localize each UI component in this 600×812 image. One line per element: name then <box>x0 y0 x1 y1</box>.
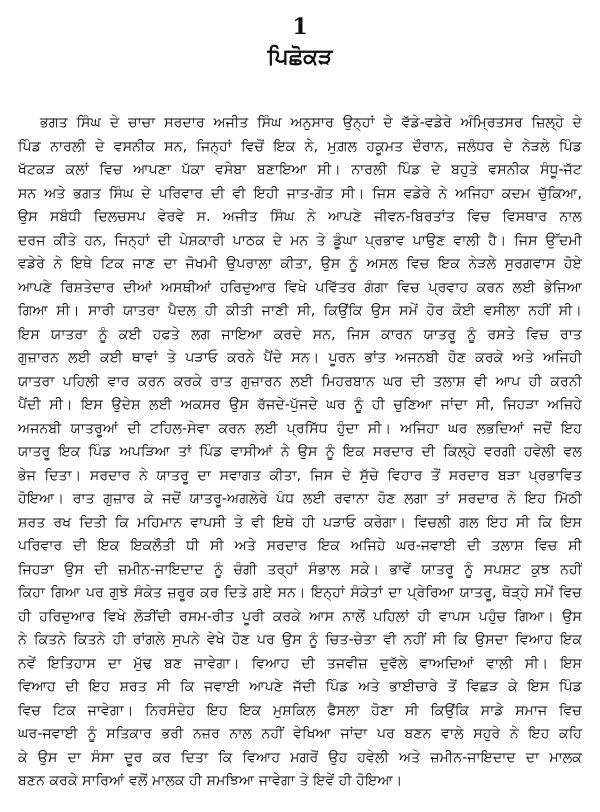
body-line: ਖੱਟਕੜ ਕਲਾਂ ਵਿਚ ਆਪਣਾ ਪੱਕਾ ਵਸੇਬਾ ਬਣਾਇਆ ਸੀ। ਨਾਰਲੀ ਪਿੰਡ ਦੇ ਬਹੁਤੇ ਵਸਨੀਕ ਸੰਧੂ-ਜੱਟ <box>18 162 582 178</box>
chapter-title: ਪਿਛੋਕੜ <box>267 45 333 70</box>
body-line: ਭਗਤ ਸਿੰਘ ਦੇ ਚਾਚਾ ਸਰਦਾਰ ਅਜੀਤ ਸਿੰਘ ਅਨੁਸਾਰ ਉਨ੍ਹਾਂ ਦੇ ਵੱਡੇ-ਵਡੇਰੇ ਅੰਮ੍ਰਿਤਸਰ ਜ਼ਿਲ੍ਹੇ ਦੇ <box>40 115 582 131</box>
body-line: ਪਰਿਵਾਰ ਦੀ ਇਕ ਇਕਲੌਤੀ ਧੀ ਸੀ ਅਤੇ ਸਰਦਾਰ ਇਕ ਅਜਿਹੇ ਘਰ-ਜਵਾਈ ਦੀ ਤਲਾਸ਼ ਵਿਚ ਸੀ <box>18 538 582 554</box>
body-line: ਉਸ ਸਬੰਧੀ ਦਿਲਚਸਪ ਵੇਰਵੇ ਸ. ਅਜੀਤ ਸਿੰਘ ਨੇ ਆਪਣੇ ਜੀਵਨ-ਬਿਰਤਾਂਤ ਵਿਚ ਵਿਸਥਾਰ ਨਾਲ <box>18 209 582 225</box>
body-line: ਯਾਤਰਾ ਪਹਿਲੀ ਵਾਰ ਕਰਨ ਕਰਕੇ ਰਾਤ ਗੁਜ਼ਾਰਨ ਲਈ ਮਿਹਰਬਾਨ ਘਰ ਦੀ ਤਲਾਸ਼ ਵੀ ਆਪ ਹੀ ਕਰਨੀ <box>18 373 582 390</box>
body-line: ਸਨ ਅਤੇ ਭਗਤ ਸਿੰਘ ਦੇ ਪਰਿਵਾਰ ਦੀ ਵੀ ਇਹੀ ਜਾਤ-ਗੋਤ ਸੀ। ਜਿਸ ਵਡੇਰੇ ਨੇ ਅਜਿਹਾ ਕਦਮ ਚੁੱਕਿਆ, <box>18 185 582 202</box>
body-line: ਪੈਂਦੀ ਸੀ। ਇਸ ਉਦੇਸ਼ ਲਈ ਅਕਸਰ ਉਸ ਰੱਜਦੇ-ਪੁੱਜਦੇ ਘਰ ਨੂੰ ਹੀ ਚੁਣਿਆ ਜਾਂਦਾ ਸੀ, ਜਿਹੜਾ ਅਜਿਹੇ <box>18 397 582 413</box>
body-line: ਸ਼ਰਤ ਰਖ ਦਿਤੀ ਕਿ ਮਹਿਮਾਨ ਵਾਪਸੀ ਤੇ ਵੀ ਇਥੇ ਹੀ ਪੜਾਓ ਕਰੇਗਾ। ਵਿਚਲੀ ਗਲ ਇਹ ਸੀ ਕਿ ਇਸ <box>18 514 582 531</box>
body-line: ਆਪਣੇ ਰਿਸ਼ਤੇਦਾਰ ਦੀਆਂ ਅਸਥੀਆਂ ਹਰਿਦੁਆਰ ਵਿਖੇ ਪਵਿੱਤਰ ਗੰਗਾ ਵਿਚ ਪ੍ਰਵਾਹ ਕਰਨ ਲਈ ਭੇਜਿਆ <box>18 279 582 296</box>
body-line: ਗਿਆ ਸੀ। ਸਾਰੀ ਯਾਤਰਾ ਪੈਦਲ ਹੀ ਕੀਤੀ ਜਾਣੀ ਸੀ, ਕਿਉਂਕਿ ਉਸ ਸਮੇਂ ਹੋਰ ਕੋਈ ਵਸੀਲਾ ਨਹੀਂ ਸੀ। <box>18 303 582 319</box>
body-line: ਕਿਹਾ ਗਿਆ ਪਰ ਗੁਝੇ ਸੰਕੇਤ ਜ਼ਰੂਰ ਕਰ ਦਿਤੇ ਗਏ ਸਨ। ਇਨ੍ਹਾਂ ਸੰਕੇਤਾਂ ਦਾ ਪ੍ਰੇਰਿਆ ਯਾਤਰੂ, ਥੋੜ੍ਹੇ ਸਮੇਂ ਵਿਚ <box>18 585 582 601</box>
body-line: ਵਡੇਰੇ ਨੇ ਇਥੇ ਟਿਕ ਜਾਣ ਦਾ ਜੋਖਮੀ ਉਪਰਾਲਾ ਕੀਤਾ, ਉਸ ਨੂੰ ਅਸਲ ਵਿਚ ਇਕ ਨੇੜਲੇ ਸੁਰਗਵਾਸ ਹੋਏ <box>18 256 582 272</box>
body-line: ਜਿਹੜਾ ਉਸ ਦੀ ਜ਼ਮੀਨ-ਜਾਇਦਾਦ ਨੂੰ ਚੰਗੀ ਤਰ੍ਹਾਂ ਸੰਭਾਲ ਸਕੇ। ਭਾਵੇਂ ਯਾਤਰੂ ਨੂੰ ਸਪਸ਼ਟ ਕੁਝ ਨਹੀਂ <box>18 561 582 578</box>
body-line: ਇਸ ਯਾਤਰਾ ਨੂੰ ਕਈ ਹਫਤੇ ਲਗ ਜਾਇਆ ਕਰਦੇ ਸਨ, ਜਿਸ ਕਾਰਨ ਯਾਤਰੂ ਨੂੰ ਰਸਤੇ ਵਿਚ ਰਾਤ <box>18 326 582 343</box>
body-line: ਗੁਜ਼ਾਰਨ ਲਈ ਕਈ ਥਾਵਾਂ ਤੇ ਪੜਾਓ ਕਰਨੇ ਪੈਂਦੇ ਸਨ। ਪੂਰਨ ਭਾਂਤ ਅਜਨਬੀ ਹੋਣ ਕਰਕੇ ਅਤੇ ਅਜਿਹੀ <box>18 350 582 366</box>
body-line: ਨੇ ਕਿਤਨੇ ਕਿਤਨੇ ਹੀ ਰਾਂਗਲੇ ਸੁਪਨੇ ਵੇਖੇ ਹੋਣ ਪਰ ਉਸ ਨੂੰ ਚਿਤ-ਚੇਤਾ ਵੀ ਨਹੀਂ ਸੀ ਕਿ ਉਸਦਾ ਵਿਆਹ ਇਕ <box>18 632 582 648</box>
body-line: ਦਰਜ ਕੀਤੇ ਹਨ, ਜਿਨ੍ਹਾਂ ਦੀ ਪੇਸ਼ਕਾਰੀ ਪਾਠਕ ਦੇ ਮਨ ਤੇ ਡੂੰਘਾ ਪ੍ਰਭਾਵ ਪਾਉਣ ਵਾਲੀ ਹੈ। ਜਿਸ ਉੱਦਮੀ <box>18 232 582 249</box>
body-line: ਅਜਨਬੀ ਯਾਤਰੂਆਂ ਦੀ ਟਹਿਲ-ਸੇਵਾ ਕਰਨ ਲਈ ਪ੍ਰਸਿੱਧ ਹੁੰਦਾ ਸੀ। ਅਜਿਹਾ ਘਰ ਲਭਦਿਆਂ ਜਦੋਂ ਇਹ <box>18 420 582 437</box>
body-line: ਯਾਤਰੂ ਇਕ ਪਿੰਡ ਅਪੜਿਆ ਤਾਂ ਪਿੰਡ ਵਾਸੀਆਂ ਨੇ ਉਸ ਨੂੰ ਇਕ ਸਰਦਾਰ ਦੀ ਕਿਲ੍ਹੇ ਵਰਗੀ ਹਵੇਲੀ ਵਲ <box>18 444 582 460</box>
chapter-number: 1 <box>292 14 308 40</box>
body-line: ਵਿਆਹ ਦੀ ਇਹ ਸ਼ਰਤ ਸੀ ਕਿ ਜਵਾਈ ਆਪਣੇ ਜੱਦੀ ਪਿੰਡ ਅਤੇ ਭਾਈਚਾਰੇ ਤੋਂ ਵਿਛੜ ਕੇ ਇਸ ਪਿੰਡ <box>18 679 582 695</box>
body-line: ਕੇ ਉਸ ਦਾ ਸੰਸਾ ਦੂਰ ਕਰ ਦਿਤਾ ਕਿ ਵਿਆਹ ਮਗਰੋਂ ਉਹ ਹਵੇਲੀ ਅਤੇ ਜ਼ਮੀਨ-ਜਾਇਦਾਦ ਦਾ ਮਾਲਕ <box>18 749 582 766</box>
body-line: ਨਵੇਂ ਇਤਿਹਾਸ ਦਾ ਮੁੱਢ ਬਣ ਜਾਵੇਗਾ। ਵਿਆਹ ਦੀ ਤਜਵੀਜ਼ ਦੁਵੱਲੇ ਵਾਅਦਿਆਂ ਵਾਲੀ ਸੀ। ਇਸ <box>18 655 582 672</box>
body-line: ਭੇਜ ਦਿਤਾ। ਸਰਦਾਰ ਨੇ ਯਾਤਰੂ ਦਾ ਸਵਾਗਤ ਕੀਤਾ, ਜਿਸ ਦੇ ਸੁੱਚੇ ਵਿਹਾਰ ਤੋਂ ਸਰਦਾਰ ਬੜਾ ਪ੍ਰਭਾਵਿਤ <box>18 467 582 484</box>
body-line: ਪਿੰਡ ਨਾਰਲੀ ਦੇ ਵਸਨੀਕ ਸਨ, ਜਿਨ੍ਹਾਂ ਵਿਚੋਂ ਇਕ ਨੇ, ਮੁਗ਼ਲ ਹਕੂਮਤ ਦੌਰਾਨ, ਜਲੰਧਰ ਦੇ ਨੇੜਲੇ ਪਿੰਡ <box>18 138 582 155</box>
body-line: ਵਿਚ ਟਿਕ ਜਾਵੇਗਾ। ਨਿਰਸੰਦੇਹ ਇਹ ਇਕ ਮੁਸ਼ਕਿਲ ਫੈਸਲਾ ਹੋਣਾ ਸੀ ਕਿਉਂਕਿ ਸਾਡੇ ਸਮਾਜ ਵਿਚ <box>18 702 582 719</box>
body-line: ਹੀ ਹਰਿਦੁਆਰ ਵਿਖੇ ਲੋੜੀਂਦੀ ਰਸਮ-ਰੀਤ ਪੂਰੀ ਕਰਕੇ ਆਸ ਨਾਲੋਂ ਪਹਿਲਾਂ ਹੀ ਵਾਪਸ ਪਹੁੰਚ ਗਿਆ। ਉਸ <box>18 608 582 625</box>
chapter-body <box>18 112 582 794</box>
body-line: ਘਰ-ਜਵਾਈ ਨੂੰ ਸਤਿਕਾਰ ਭਰੀ ਨਜ਼ਰ ਨਾਲ ਨਹੀਂ ਵੇਖਿਆ ਜਾਂਦਾ ਪਰ ਬਣਨ ਵਾਲੇ ਸਹੁਰੇ ਨੇ ਇਹ ਕਹਿ <box>18 726 582 742</box>
body-line: ਬਣਨ ਕਰਕੇ ਸਾਰਿਆਂ ਵਲੋਂ ਮਾਲਕ ਹੀ ਸਮਝਿਆ ਜਾਵੇਗਾ ਤੇ ਇਵੇਂ ਹੀ ਹੋਇਆ। <box>18 773 403 789</box>
body-line: ਹੋਇਆ। ਰਾਤ ਗੁਜ਼ਾਰ ਕੇ ਜਦੋਂ ਯਾਤਰੂ-ਅਗਲੇਰੇ ਪੰਧ ਲਈ ਰਵਾਨਾ ਹੋਣ ਲਗਾ ਤਾਂ ਸਰਦਾਰ ਨੇ ਇਹ ਮਿੱਠੀ <box>18 491 582 507</box>
